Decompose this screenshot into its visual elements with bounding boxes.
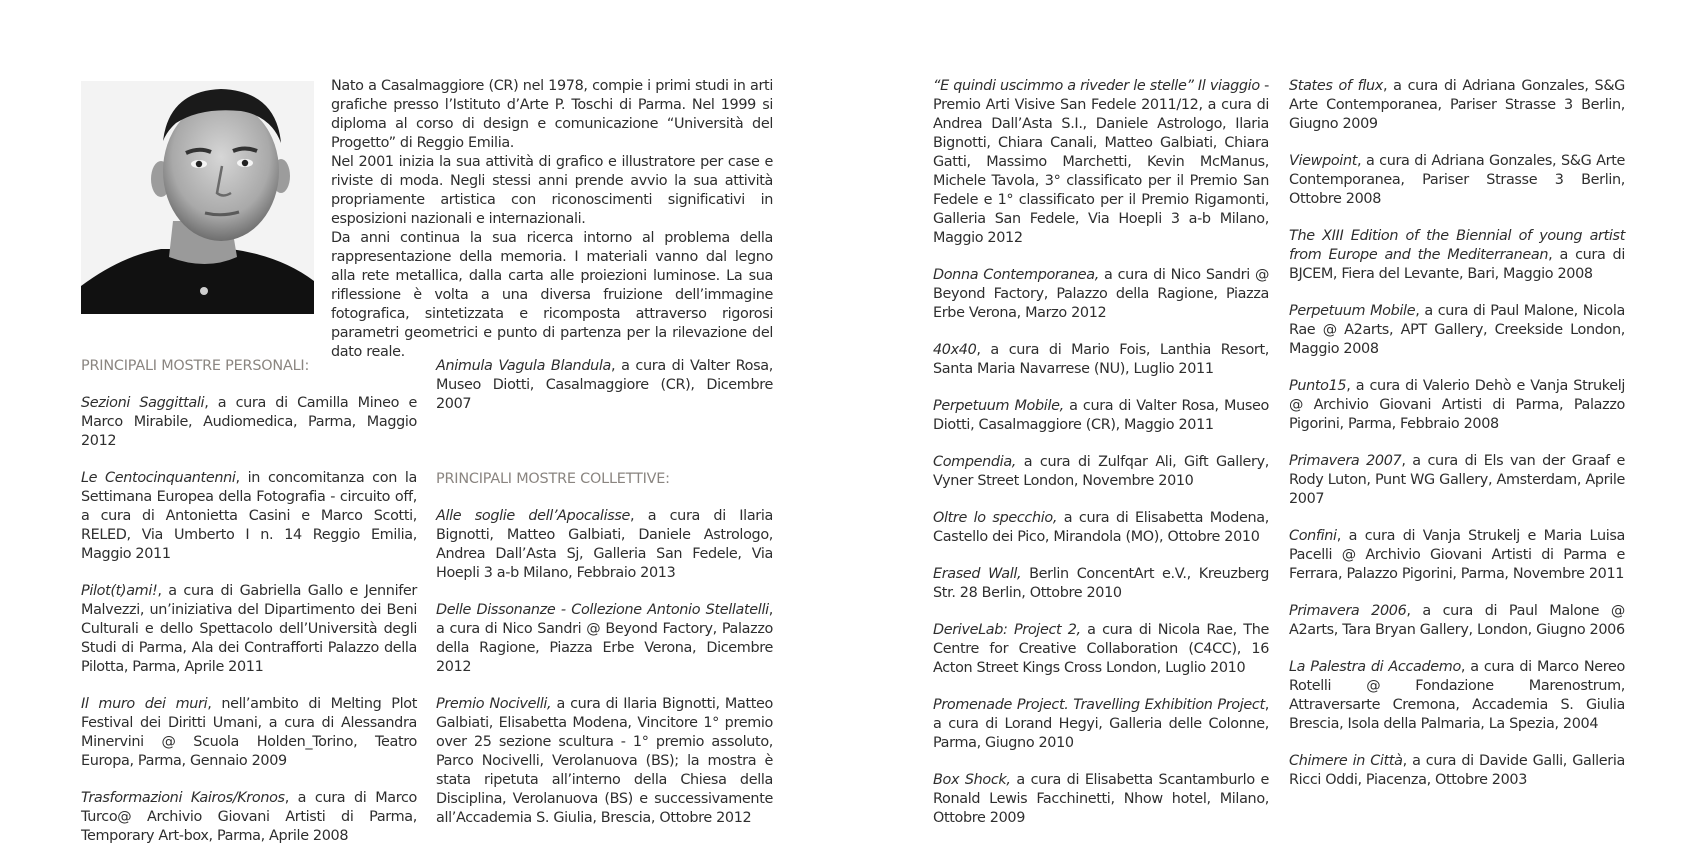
exhibition-entry: [933, 565, 1269, 603]
exhibition-details: , a cura di Valter Rosa, Museo Diotti, Casalmaggiore (CR), Dicembre 2007: [436, 358, 773, 412]
exhibition-details: , a cura di Marco Turco@ Archivio Giovani Artisti di Parma, Temporary Art-box, Parma, Aprile 2008: [81, 790, 417, 844]
exhibition-title: 40x40: [933, 342, 977, 358]
artist-biography: [331, 77, 773, 362]
exhibition-title: “E quindi uscimmo a riveder le stelle” Il viaggio: [933, 78, 1260, 94]
exhibition-entry: [81, 789, 417, 846]
exhibition-details: , a cura di Camilla Mineo e Marco Mirabile, Audiomedica, Parma, Maggio 2012: [81, 395, 417, 449]
exhibition-title: La Palestra di Accademo: [1289, 659, 1461, 675]
exhibition-title: Animula Vagula Blandula: [436, 358, 611, 374]
exhibition-details: a cura di Ilaria Bignotti, Matteo Galbiati, Elisabetta Modena, Vincitore 1° premio over 25 sezione scultura - 1° premio assoluto, Parco Nocivelli, Verolanuova (BS); la mostra è stata ripetuta all’interno della Chiesa della Disciplina, Verolanuova (BS) e successivamente all’Accademia S. Giulia, Brescia, Ottobre 2012: [436, 696, 773, 826]
exhibition-title: Punto15: [1289, 378, 1347, 394]
exhibition-entry: [81, 469, 417, 564]
exhibition-title: Perpetuum Mobile,: [933, 398, 1064, 414]
exhibition-entry: [933, 621, 1269, 678]
exhibition-entry: [436, 507, 773, 583]
exhibition-title: Viewpoint: [1289, 153, 1358, 169]
personal-exhibitions-column: [81, 357, 417, 864]
exhibition-entry: [1289, 752, 1625, 790]
artist-portrait: [81, 81, 314, 314]
bio-paragraph: Nel 2001 inizia la sua attività di grafico e illustratore per case e riviste di moda. Negli stessi anni prende avvio la sua attività propriamente artistica con riconoscimenti significativi in esposizioni nazionali e internazionali.: [331, 154, 773, 227]
exhibition-entry: [81, 582, 417, 677]
exhibition-entry: [1289, 227, 1625, 284]
bio-paragraph: Nato a Casalmaggiore (CR) nel 1978, compie i primi studi in arti grafiche presso l’Istituto d’Arte P. Toschi di Parma. Nel 1999 si diploma al corso di design e comunicazione “Università del Progetto” di Reggio Emilia.: [331, 78, 773, 151]
exhibition-details: , a cura di Adriana Gonzales, S&G Arte Contemporanea, Pariser Strasse 3 Berlin, Ottobre 2008: [1289, 153, 1625, 207]
exhibition-details: , nell’ambito di Melting Plot Festival dei Diritti Umani, a cura di Alessandra Minervini @ Scuola Holden_Torino, Teatro Europa, Parma, Gennaio 2009: [81, 696, 417, 769]
exhibition-entry: [1289, 302, 1625, 359]
exhibition-details: a cura di Nicola Rae, The Centre for Creative Collaboration (C4CC), 16 Acton Street Kings Cross London, Luglio 2010: [933, 622, 1269, 676]
exhibition-details: a cura di Nico Sandri @ Beyond Factory, Palazzo della Ragione, Piazza Erbe Verona, Marzo 2012: [933, 267, 1269, 321]
exhibition-details: , in concomitanza con la Settimana Europea della Fotografia - circuito off, a cura di Antonietta Casini e Marco Scotti, RELED, Via Umberto I n. 14 Reggio Emilia, Maggio 2011: [81, 470, 417, 562]
personal-exhibitions-heading: PRINCIPALI MOSTRE PERSONALI:: [81, 358, 310, 374]
exhibition-entry: [933, 509, 1269, 547]
exhibition-title: States of flux: [1289, 78, 1383, 94]
exhibition-details: Berlin ConcentArt e.V., Kreuzberg Str. 28 Berlin, Ottobre 2010: [933, 566, 1269, 601]
exhibition-details: - Premio Arti Visive San Fedele 2011/12, a cura di Andrea Dall’Asta S.I., Daniele Astrologo, Ilaria Bignotti, Chiara Canali, Matteo Galbiati, Chiara Gatti, Massimo Marchetti, Kevin McManus, Michele Tavola, 3° classificato per il Premio San Fedele e 1° classificato per il Premio Rigamonti, Galleria San Fedele, Via Hoepli 3 a-b Milano, Maggio 2012: [933, 78, 1269, 246]
exhibition-title: The XIII Edition of the Biennial of young artist from Europe and the Mediterranean: [1289, 228, 1625, 263]
exhibition-entry: [933, 696, 1269, 753]
exhibition-title: Premio Nocivelli,: [436, 696, 552, 712]
exhibition-details: a cura di Zulfqar Ali, Gift Gallery, Vyner Street London, Novembre 2010: [933, 454, 1269, 489]
exhibition-details: , a cura di Marco Nereo Rotelli @ Fondazione Marenostrum, Attraversarte Cremona, Accademia S. Giulia Brescia, Isola della Palmaria, La Spezia, 2004: [1289, 659, 1626, 732]
exhibition-title: Erased Wall,: [933, 566, 1022, 582]
exhibition-entry: [933, 341, 1269, 379]
exhibition-title: Le Centocinquantenni: [81, 470, 236, 486]
exhibition-title: Box Shock,: [933, 772, 1011, 788]
exhibition-title: Primavera 2006: [1289, 603, 1407, 619]
exhibition-details: a cura di Elisabetta Modena, Castello dei Pico, Mirandola (MO), Ottobre 2010: [933, 510, 1269, 545]
exhibition-details: a cura di Elisabetta Scantamburlo e Ronald Lewis Facchinetti, Nhow hotel, Milano, Ottobre 2009: [933, 772, 1269, 826]
exhibition-title: Delle Dissonanze - Collezione Antonio Stellatelli: [436, 602, 769, 618]
exhibition-title: Chimere in Città: [1289, 753, 1403, 769]
exhibition-details: , a cura di Adriana Gonzales, S&G Arte Contemporanea, Pariser Strasse 3 Berlin, Giugno 2009: [1289, 78, 1625, 132]
group-exhibitions-heading: PRINCIPALI MOSTRE COLLETTIVE:: [436, 471, 670, 487]
exhibition-title: Trasformazioni Kairos/Kronos: [81, 790, 285, 806]
bio-paragraph: Da anni continua la sua ricerca intorno al problema della rappresentazione della memoria. I materiali vanno dal legno alla rete metallica, dalla carta alle proiezioni luminose. La sua riflessione è volta a una diversa fruizione dell’immagine fotografica, sintetizzata e ricomposta attraverso rigorosi parametri geometrici e punto di partenza per la rilevazione del dato reale.: [331, 230, 773, 360]
exhibition-entry: [1289, 377, 1625, 434]
exhibition-title: Alle soglie dell’Apocalisse: [436, 508, 631, 524]
exhibition-details: , a cura di Vanja Strukelj e Maria Luisa Pacelli @ Archivio Giovani Artisti di Parma e Ferrara, Palazzo Pigorini, Parma, Novembre 2011: [1289, 528, 1625, 582]
exhibition-entry: [933, 266, 1269, 323]
exhibition-details: , a cura di Paul Malone, Nicola Rae @ A2arts, APT Gallery, Creekside London, Maggio 2008: [1289, 303, 1625, 357]
exhibition-details: , a cura di Davide Galli, Galleria Ricci Oddi, Piacenza, Ottobre 2003: [1289, 753, 1625, 788]
exhibition-entry: [81, 394, 417, 451]
exhibition-title: Sezioni Saggittali: [81, 395, 205, 411]
exhibition-title: Compendia,: [933, 454, 1017, 470]
exhibition-details: , a cura di BJCEM, Fiera del Levante, Bari, Maggio 2008: [1289, 247, 1625, 282]
exhibition-details: , a cura di Nico Sandri @ Beyond Factory, Palazzo della Ragione, Piazza Erbe Verona, Dicembre 2012: [436, 602, 773, 675]
exhibition-details: a cura di Valter Rosa, Museo Diotti, Casalmaggiore (CR), Maggio 2011: [933, 398, 1269, 433]
exhibition-details: , a cura di Els van der Graaf e Rody Luton, Punt WG Gallery, Amsterdam, Aprile 2007: [1289, 453, 1625, 507]
exhibitions-column-2: [436, 357, 773, 846]
exhibition-details: , a cura di Mario Fois, Lanthia Resort, Santa Maria Navarrese (NU), Luglio 2011: [933, 342, 1269, 377]
exhibition-title: Donna Contemporanea,: [933, 267, 1099, 283]
exhibition-details: , a cura di Valerio Dehò e Vanja Strukelj @ Archivio Giovani Artisti di Parma, Palazzo Pigorini, Parma, Febbraio 2008: [1289, 378, 1625, 432]
exhibition-title: Primavera 2007: [1289, 453, 1402, 469]
exhibition-title: Oltre lo specchio,: [933, 510, 1058, 526]
exhibition-entry: [1289, 452, 1625, 509]
exhibition-title: DeriveLab: Project 2,: [933, 622, 1081, 638]
exhibition-entry: [436, 601, 773, 677]
exhibition-title: Confini: [1289, 528, 1337, 544]
exhibition-entry: [1289, 527, 1625, 584]
exhibition-title: Promenade Project. Travelling Exhibition Project: [933, 697, 1265, 713]
exhibition-details: , a cura di Gabriella Gallo e Jennifer Malvezzi, un’iniziativa del Dipartimento dei Beni Culturali e dello Spettacolo dell’Università degli Studi di Parma, Ala dei Contrafforti Palazzo della Pilotta, Parma, Aprile 2011: [81, 583, 417, 675]
exhibitions-column-3: [933, 77, 1269, 846]
exhibition-entry: [1289, 658, 1625, 734]
exhibition-details: , a cura di Lorand Hegyi, Galleria delle Colonne, Parma, Giugno 2010: [933, 697, 1269, 751]
exhibition-entry: [436, 695, 773, 828]
exhibition-entry: [933, 397, 1269, 435]
exhibitions-column-4: [1289, 77, 1625, 808]
exhibition-details: , a cura di Ilaria Bignotti, Matteo Galbiati, Daniele Astrologo, Andrea Dall’Asta Sj, Galleria San Fedele, Via Hoepli 3 a-b Milano, Febbraio 2013: [436, 508, 773, 581]
exhibition-entry: [1289, 152, 1625, 209]
exhibition-entry: [933, 453, 1269, 491]
exhibition-entry: [1289, 602, 1625, 640]
exhibition-entry: [933, 771, 1269, 828]
exhibition-title: Pilot(t)ami!: [81, 583, 158, 599]
exhibition-entry: [81, 695, 417, 771]
exhibition-entry: [933, 77, 1269, 248]
exhibition-title: Il muro dei muri: [81, 696, 208, 712]
exhibition-entry: [1289, 77, 1625, 134]
exhibition-details: , a cura di Paul Malone @ A2arts, Tara Bryan Gallery, London, Giugno 2006: [1289, 603, 1625, 638]
exhibition-entry: [436, 357, 773, 414]
exhibition-title: Perpetuum Mobile: [1289, 303, 1416, 319]
